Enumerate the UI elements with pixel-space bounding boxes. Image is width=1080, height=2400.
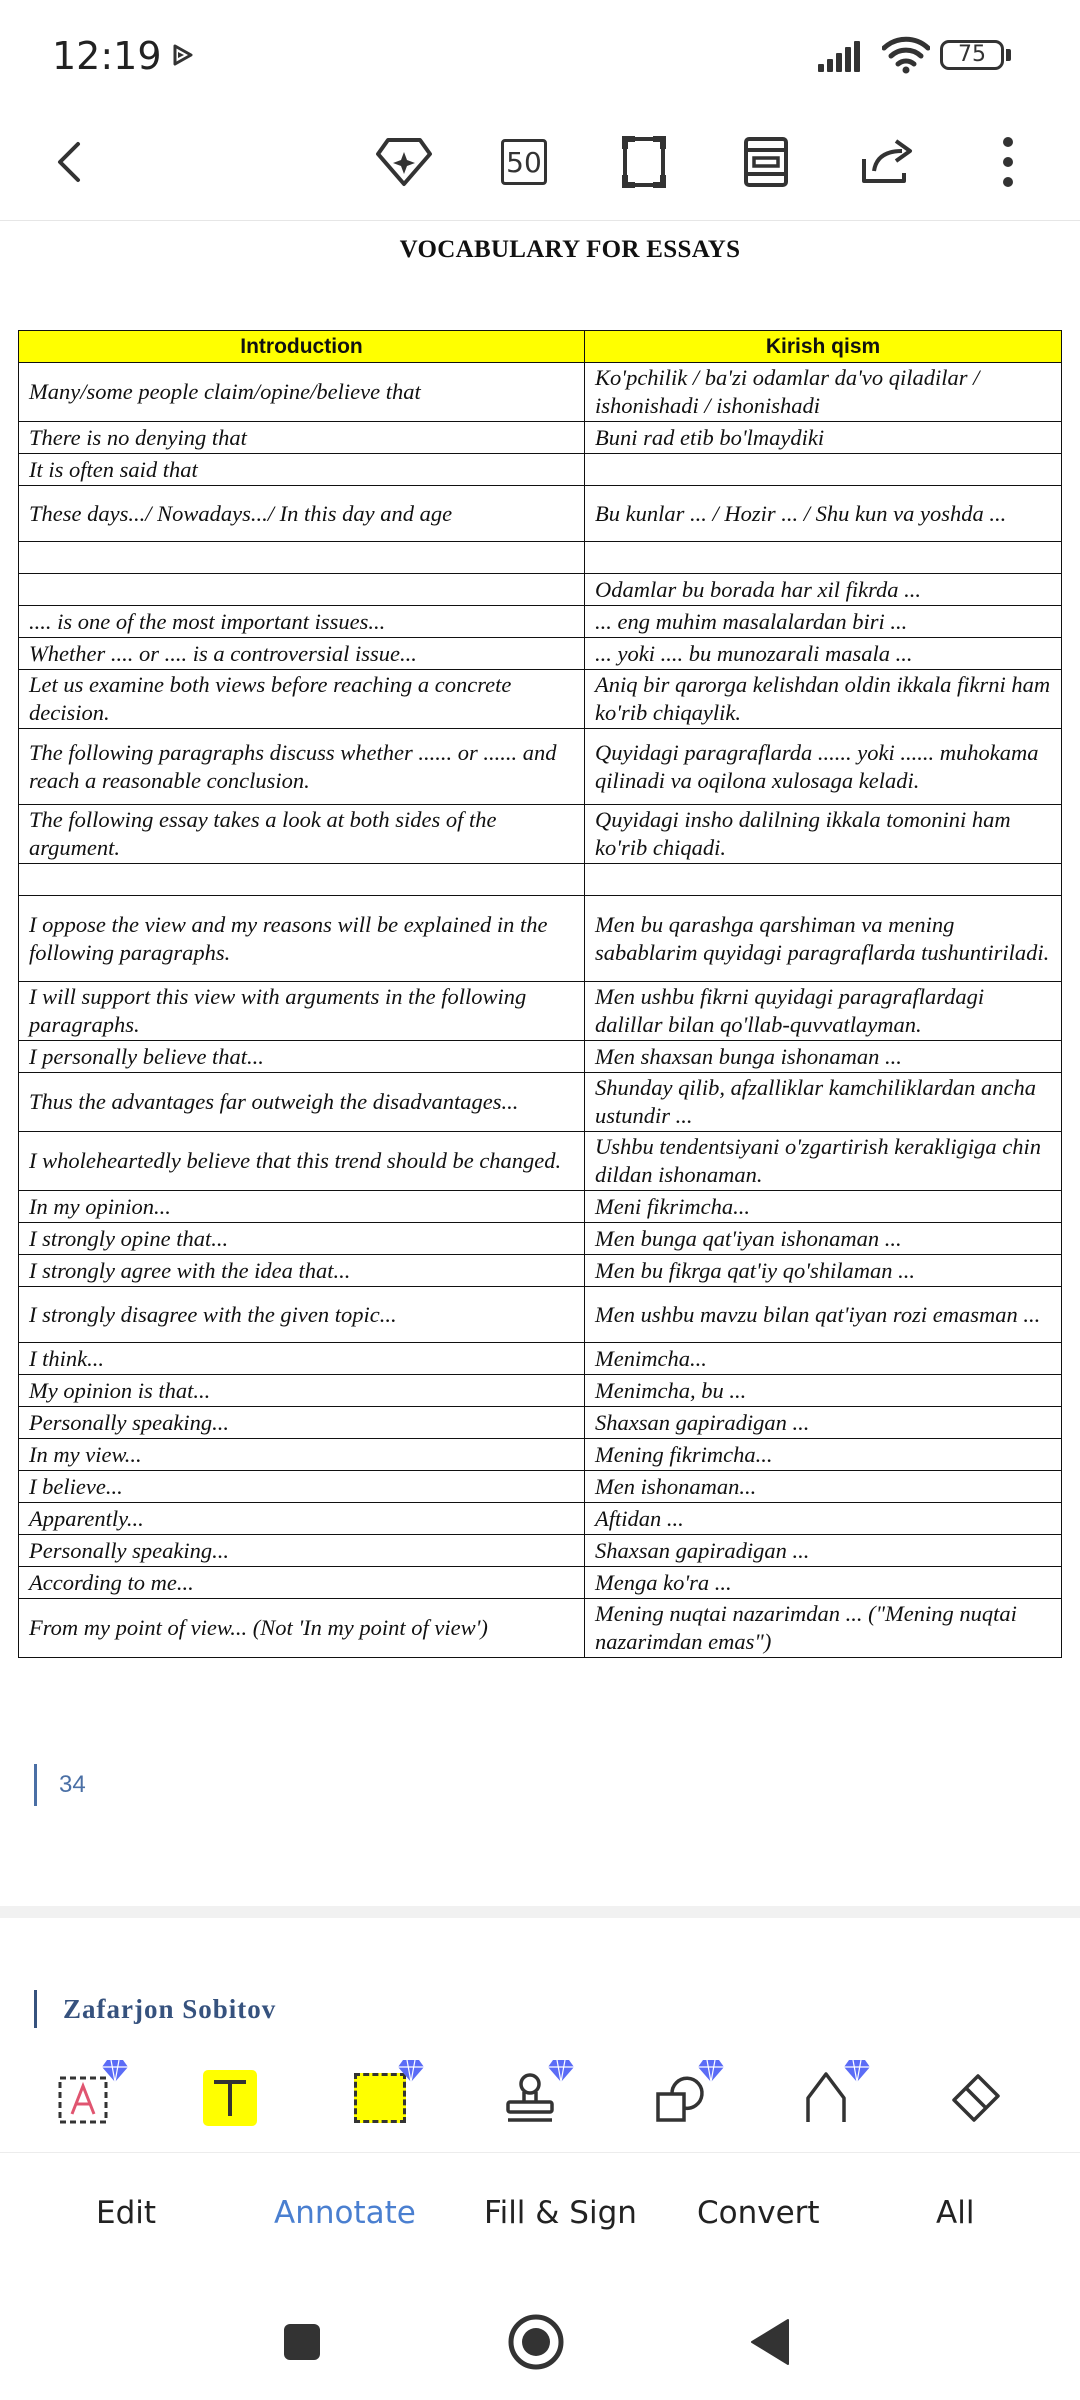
table-row xyxy=(19,1255,1062,1287)
table-row xyxy=(19,363,1062,422)
table-row xyxy=(19,1287,1062,1343)
table-row xyxy=(19,1535,1062,1567)
premium-gem-icon xyxy=(546,2058,576,2084)
english-phrase-cell: I think... xyxy=(19,1343,585,1375)
column-header-kirish-qism: Kirish qism xyxy=(585,331,1062,363)
english-phrase-cell: My opinion is that... xyxy=(19,1375,585,1407)
english-phrase-cell: I strongly disagree with the given topic... xyxy=(19,1287,585,1343)
document-page[interactable] xyxy=(0,222,1080,1902)
tab-convert[interactable]: Convert xyxy=(697,2195,820,2231)
english-phrase-cell: I will support this view with arguments in the following paragraphs. xyxy=(19,982,585,1041)
english-phrase-cell: It is often said that xyxy=(19,454,585,486)
uzbek-translation-cell: Quyidagi insho dalilning ikkala tomonini ham ko'rib chiqadi. xyxy=(585,805,1062,864)
share-button[interactable] xyxy=(852,126,924,198)
english-phrase-cell: Let us examine both views before reaching a concrete decision. xyxy=(19,670,585,729)
uzbek-translation-cell: Mening nuqtai nazarimdan ... ("Mening nuqtai nazarimdan emas") xyxy=(585,1599,1062,1658)
uzbek-translation-cell: Men bu fikrga qat'iy qo'shilaman ... xyxy=(585,1255,1062,1287)
english-phrase-cell: I strongly agree with the idea that... xyxy=(19,1255,585,1287)
table-row xyxy=(19,729,1062,805)
table-row xyxy=(19,1343,1062,1375)
tab-fill-sign[interactable]: Fill & Sign xyxy=(484,2195,637,2231)
uzbek-translation-cell: Shunday qilib, afzalliklar kamchiliklardan ancha ustundir ... xyxy=(585,1073,1062,1132)
page-view-icon xyxy=(743,136,789,188)
table-row xyxy=(19,1073,1062,1132)
table-row xyxy=(19,574,1062,606)
page-separator xyxy=(0,1906,1080,1918)
table-row xyxy=(19,1567,1062,1599)
english-phrase-cell xyxy=(19,864,585,896)
tab-annotate[interactable]: Annotate xyxy=(274,2195,416,2231)
premium-button[interactable] xyxy=(368,126,440,198)
english-phrase-cell: These days.../ Nowadays.../ In this day and age xyxy=(19,486,585,542)
uzbek-translation-cell xyxy=(585,454,1062,486)
english-phrase-cell: I wholeheartedly believe that this trend should be changed. xyxy=(19,1132,585,1191)
top-toolbar xyxy=(0,110,1080,221)
english-phrase-cell xyxy=(19,574,585,606)
page-count-badge: 50 xyxy=(501,139,547,185)
premium-gem-icon xyxy=(396,2058,426,2084)
tab-all[interactable]: All xyxy=(936,2195,975,2231)
more-vertical-icon xyxy=(1000,136,1016,188)
next-page-author: Zafarjon Sobitov xyxy=(34,1990,276,2028)
back-arrow-icon xyxy=(50,138,90,186)
table-row xyxy=(19,422,1062,454)
uzbek-translation-cell: Menimcha, bu ... xyxy=(585,1375,1062,1407)
uzbek-translation-cell: Buni rad etib bo'lmaydiki xyxy=(585,422,1062,454)
annotate-tools xyxy=(0,2048,1080,2148)
english-phrase-cell: The following paragraphs discuss whether ...... or ...... and reach a reasonable conclusion. xyxy=(19,729,585,805)
home-button[interactable] xyxy=(496,2302,576,2382)
battery-level: 75 xyxy=(958,42,986,67)
back-button[interactable] xyxy=(34,126,106,198)
column-header-introduction: Introduction xyxy=(19,331,585,363)
uzbek-translation-cell: Menga ko'ra ... xyxy=(585,1567,1062,1599)
premium-gem-icon xyxy=(100,2058,130,2084)
recents-button[interactable] xyxy=(262,2302,342,2382)
uzbek-translation-cell: Menimcha... xyxy=(585,1343,1062,1375)
status-time: 12:19 xyxy=(52,34,162,78)
text-box-tool[interactable] xyxy=(44,2058,124,2138)
uzbek-translation-cell: Men ishonaman... xyxy=(585,1471,1062,1503)
premium-gem-icon xyxy=(842,2058,872,2084)
table-row xyxy=(19,638,1062,670)
table-row xyxy=(19,1503,1062,1535)
play-icon xyxy=(172,44,194,66)
share-icon xyxy=(860,137,916,187)
system-nav-bar xyxy=(0,2280,1080,2400)
uzbek-translation-cell: Men ushbu fikrni quyidagi paragraflardagi dalillar bilan qo'llab-quvvatlayman. xyxy=(585,982,1062,1041)
table-row xyxy=(19,542,1062,574)
english-phrase-cell: I strongly opine that... xyxy=(19,1223,585,1255)
table-row xyxy=(19,1407,1062,1439)
uzbek-translation-cell: Men ushbu mavzu bilan qat'iyan rozi emasman ... xyxy=(585,1287,1062,1343)
english-phrase-cell: The following essay takes a look at both sides of the argument. xyxy=(19,805,585,864)
english-phrase-cell: I believe... xyxy=(19,1471,585,1503)
table-row xyxy=(19,1041,1062,1073)
uzbek-translation-cell: Ko'pchilik / ba'zi odamlar da'vo qiladilar / ishonishadi / ishonishadi xyxy=(585,363,1062,422)
english-phrase-cell: There is no denying that xyxy=(19,422,585,454)
uzbek-translation-cell: Men shaxsan bunga ishonaman ... xyxy=(585,1041,1062,1073)
english-phrase-cell: Many/some people claim/opine/believe that xyxy=(19,363,585,422)
highlight-text-tool[interactable] xyxy=(190,2058,270,2138)
english-phrase-cell: Whether .... or .... is a controversial issue... xyxy=(19,638,585,670)
page-count-button[interactable] xyxy=(488,126,560,198)
english-phrase-cell: I personally believe that... xyxy=(19,1041,585,1073)
eraser-icon xyxy=(948,2070,1004,2126)
uzbek-translation-cell: Mening fikrimcha... xyxy=(585,1439,1062,1471)
uzbek-translation-cell: Aftidan ... xyxy=(585,1503,1062,1535)
table-row xyxy=(19,896,1062,982)
system-back-button[interactable] xyxy=(730,2302,810,2382)
table-row xyxy=(19,1375,1062,1407)
table-row xyxy=(19,454,1062,486)
english-phrase-cell: In my view... xyxy=(19,1439,585,1471)
view-mode-button[interactable] xyxy=(730,126,802,198)
table-row xyxy=(19,1439,1062,1471)
uzbek-translation-cell: Ushbu tendentsiyani o'zgartirish kerakligiga chin dildan ishonaman. xyxy=(585,1132,1062,1191)
table-row xyxy=(19,606,1062,638)
uzbek-translation-cell: Meni fikrimcha... xyxy=(585,1191,1062,1223)
uzbek-translation-cell: Shaxsan gapiradigan ... xyxy=(585,1407,1062,1439)
battery-tip xyxy=(1006,49,1011,61)
english-phrase-cell: From my point of view... (Not 'In my point of view') xyxy=(19,1599,585,1658)
uzbek-translation-cell: ... yoki .... bu munozarali masala ... xyxy=(585,638,1062,670)
signal-icon xyxy=(816,40,866,72)
uzbek-translation-cell xyxy=(585,542,1062,574)
battery-indicator xyxy=(940,40,1004,70)
english-phrase-cell: Thus the advantages far outweigh the disadvantages... xyxy=(19,1073,585,1132)
document-title: VOCABULARY FOR ESSAYS xyxy=(399,236,741,263)
shape-tool[interactable] xyxy=(640,2058,720,2138)
fullscreen-icon xyxy=(622,136,666,188)
table-row xyxy=(19,1599,1062,1658)
vocabulary-table xyxy=(18,330,1062,1658)
uzbek-translation-cell: Men bu qarashga qarshiman va mening sabablarim quyidagi paragraflarda tushuntiriladi. xyxy=(585,896,1062,982)
uzbek-translation-cell: Odamlar bu borada har xil fikrda ... xyxy=(585,574,1062,606)
english-phrase-cell: Personally speaking... xyxy=(19,1407,585,1439)
english-phrase-cell: Personally speaking... xyxy=(19,1535,585,1567)
wifi-icon xyxy=(882,34,930,74)
table-row xyxy=(19,982,1062,1041)
premium-gem-icon xyxy=(696,2058,726,2084)
page-number: 34 xyxy=(34,1764,86,1806)
english-phrase-cell: According to me... xyxy=(19,1567,585,1599)
status-bar xyxy=(0,0,1080,110)
english-phrase-cell xyxy=(19,542,585,574)
table-row xyxy=(19,486,1062,542)
table-row xyxy=(19,670,1062,729)
table-row xyxy=(19,864,1062,896)
area-highlight-tool[interactable] xyxy=(340,2058,420,2138)
uzbek-translation-cell: Bu kunlar ... / Hozir ... / Shu kun va yoshda ... xyxy=(585,486,1062,542)
bottom-tab-bar xyxy=(0,2152,1080,2273)
eraser-tool[interactable] xyxy=(936,2058,1016,2138)
uzbek-translation-cell: Men bunga qat'iyan ishonaman ... xyxy=(585,1223,1062,1255)
table-row xyxy=(19,1132,1062,1191)
uzbek-translation-cell: Quyidagi paragraflarda ...... yoki ...... muhokama qilinadi va oqilona xulosaga keladi. xyxy=(585,729,1062,805)
table-header-row xyxy=(19,331,1062,363)
square-icon xyxy=(282,2322,322,2362)
table-row xyxy=(19,1191,1062,1223)
uzbek-translation-cell: ... eng muhim masalalardan biri ... xyxy=(585,606,1062,638)
more-options-button[interactable] xyxy=(972,126,1044,198)
pencil-tool[interactable] xyxy=(786,2058,866,2138)
diamond-icon xyxy=(374,136,434,188)
table-row xyxy=(19,1471,1062,1503)
back-triangle-icon xyxy=(748,2318,792,2366)
table-row xyxy=(19,1223,1062,1255)
tab-edit[interactable]: Edit xyxy=(96,2195,157,2231)
table-row xyxy=(19,805,1062,864)
english-phrase-cell: In my opinion... xyxy=(19,1191,585,1223)
home-circle-icon xyxy=(506,2312,566,2372)
english-phrase-cell: I oppose the view and my reasons will be explained in the following paragraphs. xyxy=(19,896,585,982)
english-phrase-cell: .... is one of the most important issues... xyxy=(19,606,585,638)
stamp-tool[interactable] xyxy=(490,2058,570,2138)
uzbek-translation-cell xyxy=(585,864,1062,896)
english-phrase-cell: Apparently... xyxy=(19,1503,585,1535)
uzbek-translation-cell: Shaxsan gapiradigan ... xyxy=(585,1535,1062,1567)
fullscreen-button[interactable] xyxy=(608,126,680,198)
highlight-text-icon xyxy=(203,2070,257,2126)
uzbek-translation-cell: Aniq bir qarorga kelishdan oldin ikkala fikrni ham ko'rib chiqaylik. xyxy=(585,670,1062,729)
